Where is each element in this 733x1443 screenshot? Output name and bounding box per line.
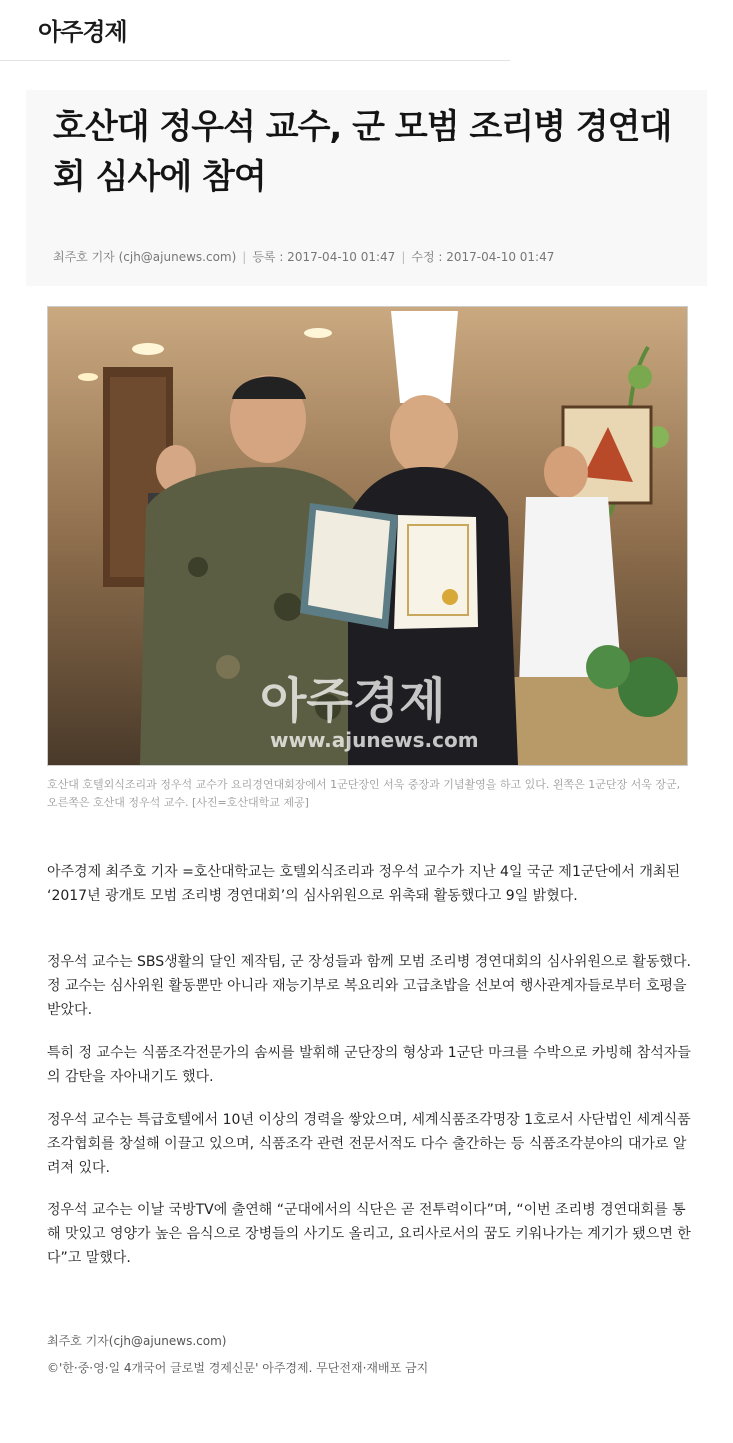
photo-watermark-url: www.ajunews.com (270, 728, 479, 752)
copyright-notice: ©'한·중·영·일 4개국어 글로벌 경제신문' 아주경제. 무단전재·재배포 금지 (47, 1361, 429, 1375)
article-paragraph: 정우석 교수는 이날 국방TV에 출연해 “군대에서의 식단은 곧 전투력이다”며, “이번 조리병 경연대회를 통해 맛있고 영양가 높은 음식으로 장병들의 사기도 올리고, 요리사로서의 꿈도 키워나가는 계기가 됐으면 한다”고 말했다. (47, 1202, 691, 1266)
article-photo (47, 306, 688, 766)
site-logo[interactable]: 아주경제 (38, 18, 127, 46)
article-byline (53, 248, 554, 265)
article-paragraph: 특히 정 교수는 식품조각전문가의 솜씨를 발휘해 군단장의 형상과 1군단 마크를 수박으로 카빙해 참석자들의 감탄을 자아내기도 했다. (47, 1045, 691, 1085)
article-paragraph: 아주경제 최주호 기자 =호산대학교는 호텔외식조리과 정우석 교수가 지난 4일 국군 제1군단에서 개최된 ‘2017년 광개토 모범 조리병 경연대회’의 심사위원으로 위촉돼 활동했다고 9일 밝혔다. (47, 864, 680, 904)
byline-author: 최주호 기자 (cjh@ajunews.com) (53, 250, 237, 264)
byline-separator: | (242, 250, 247, 264)
photo-watermark: 아주경제 (260, 673, 446, 729)
article-paragraph: 정우석 교수는 특급호텔에서 10년 이상의 경력을 쌓았으며, 세계식품조각명장 1호로서 사단법인 세계식품조각협회를 창설해 이끌고 있으며, 식품조각 관련 전문서적도 다수 출간하는 등 식품조각분야의 대가로 알려져 있다. (47, 1112, 691, 1176)
article-paragraph: 정우석 교수는 SBS생활의 달인 제작팀, 군 장성들과 함께 모범 조리병 경연대회의 심사위원으로 활동했다. 정 교수는 심사위원 활동뿐만 아니라 재능기부로 복요리와 고급초밥을 선보여 행사관계자들로부터 호평을 받았다. (47, 954, 691, 1018)
site-header (0, 0, 510, 61)
footer-author: 최주호 기자(cjh@ajunews.com) (47, 1334, 227, 1348)
byline-registered: 등록 : 2017-04-10 01:47 (252, 250, 396, 264)
article-header (26, 90, 707, 286)
photo-caption: 호산대 호텔외식조리과 정우석 교수가 요리경연대회장에서 1군단장인 서욱 중장과 기념촬영을 하고 있다. 왼쪽은 1군단장 서욱 장군, 오른쪽은 호산대 정우석 교수. [사진=호산대학교 제공] (47, 778, 681, 809)
byline-separator: | (401, 250, 406, 264)
article-title: 호산대 정우석 교수, 군 모범 조리병 경연대회 심사에 참여 (53, 107, 672, 197)
byline-modified: 수정 : 2017-04-10 01:47 (411, 250, 555, 264)
